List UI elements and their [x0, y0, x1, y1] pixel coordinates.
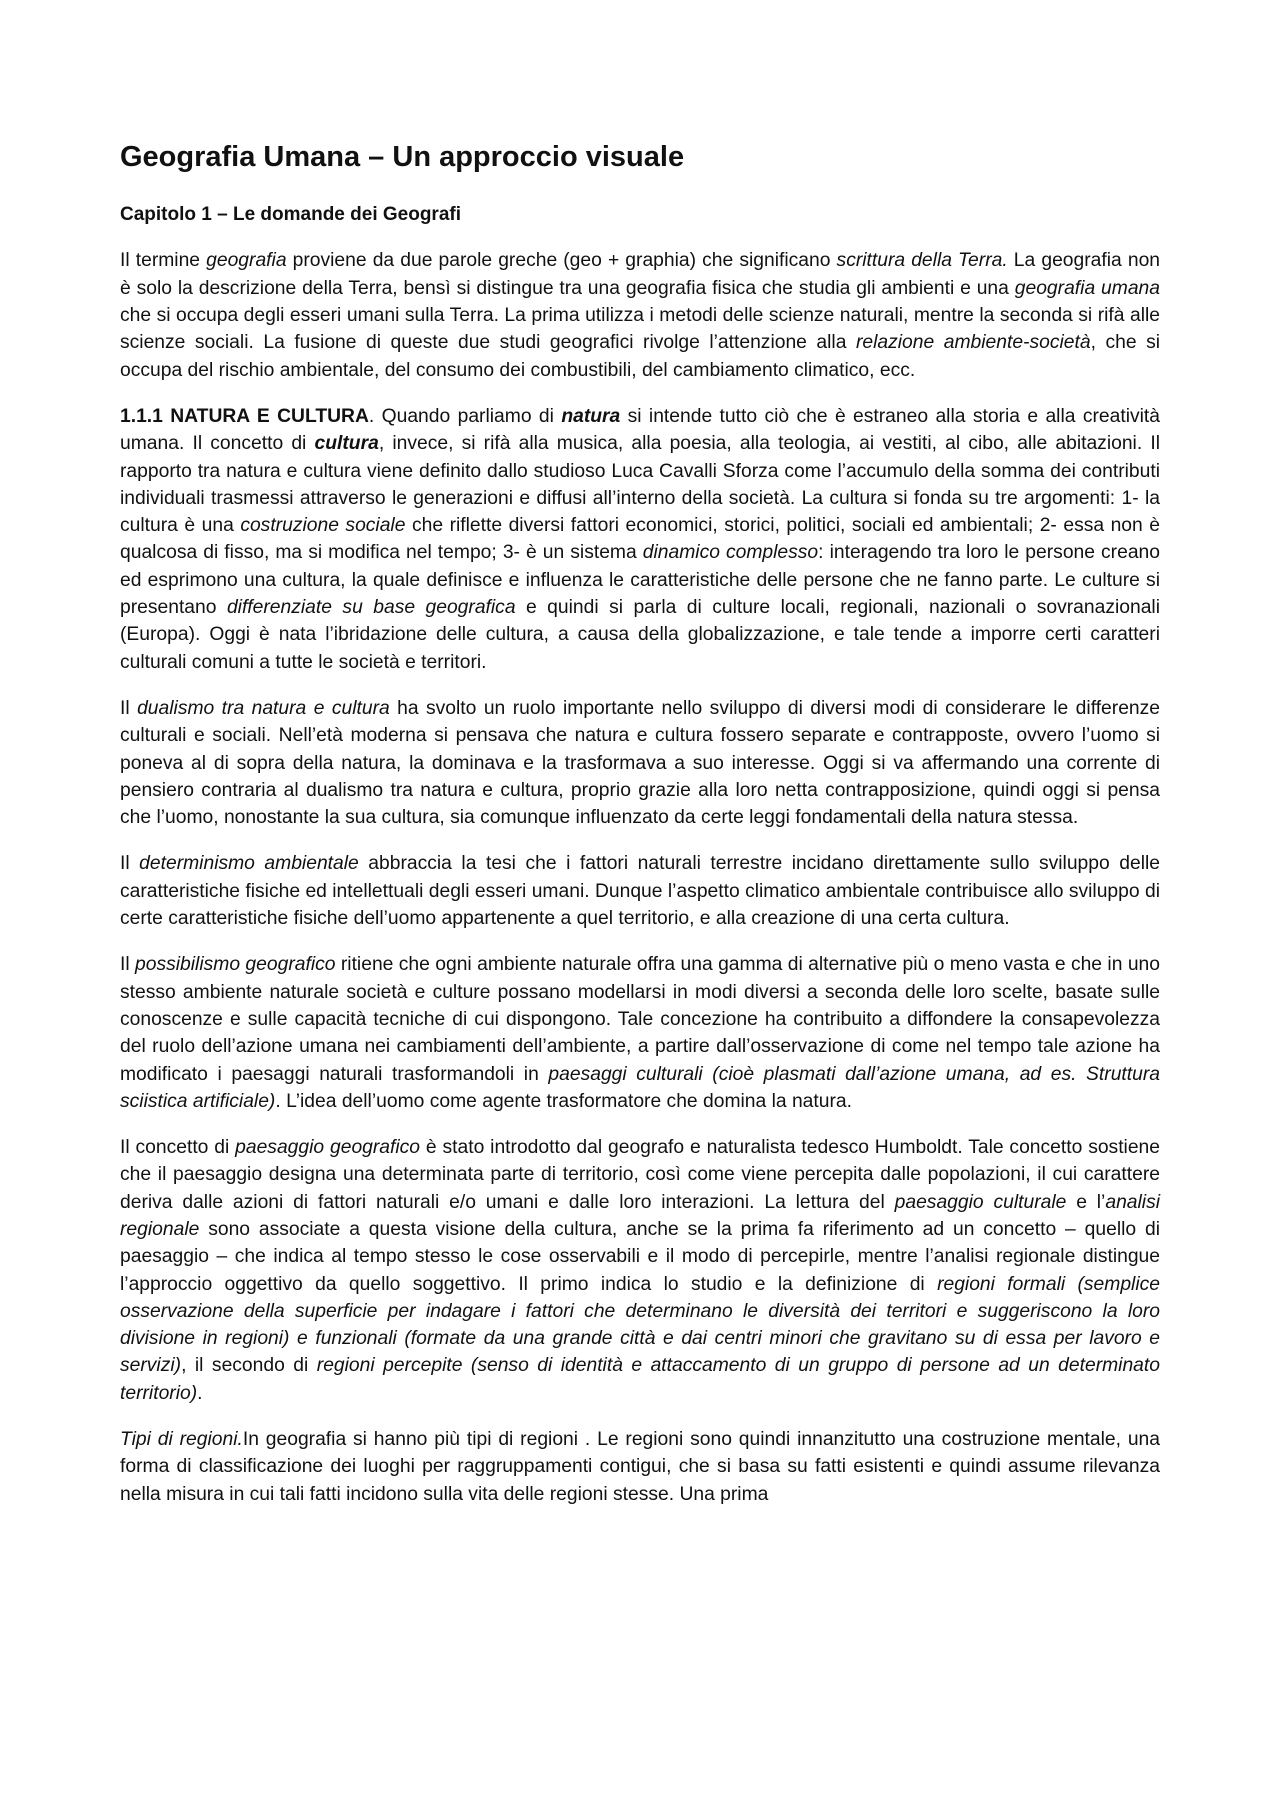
- text-run: sono associate a questa visione della cultura, anche se la prima fa riferimento ad un concetto – quello di paesaggio – che indica al tempo stesso le cose osservabili e il modo di percepirle, mentre l’analisi regionale distingue l’approccio oggettivo da quello soggettivo. Il primo indica lo studio e la definizione di: [120, 1218, 1160, 1295]
- emphasis-text: differenziate su base geografica: [226, 597, 516, 619]
- chapter-title: Capitolo 1 – Le domande dei Geografi: [120, 203, 461, 225]
- emphasis-text: scrittura della Terra.: [836, 250, 1008, 272]
- emphasis-text: possibilismo geografico: [135, 954, 336, 976]
- paragraph-geografia: [120, 247, 1160, 383]
- paragraph-paesaggio: [120, 1134, 1160, 1407]
- paragraph-determinismo: [120, 850, 1160, 932]
- text-run: Il: [120, 853, 140, 875]
- text-run: Il termine: [120, 250, 207, 272]
- emphasis-text: paesaggio culturale: [894, 1191, 1067, 1213]
- document-page: [120, 140, 1160, 1508]
- text-run: : interagendo tra loro le persone creano ed esprimono una cultura, la quale definisce e influenza le caratteristiche delle persone che ne fanno parte. Le culture si presentano: [120, 542, 1160, 619]
- text-run: ha svolto un ruolo importante nello sviluppo di diversi modi di considerare le differenze culturali e sociali. Nell’età moderna si pensava che natura e cultura fossero separate e contrapposte, ovvero l’uomo si poneva al di sopra della natura, la dominava e la trasformava a suo interesse. Oggi si va affermando una corrente di pensiero contraria al dualismo tra natura e cultura, proprio grazie alla loro netta contrapposizione, quindi oggi si pensa che l’uomo, nonostante la sua cultura, sia comunque influenzato da certe leggi fondamentali della natura stessa.: [120, 697, 1161, 829]
- emphasis-text: geografia: [206, 250, 287, 272]
- text-run: , che si occupa del rischio ambientale, del consumo dei combustibili, del cambiamento climatico, ecc.: [120, 332, 1160, 381]
- emphasis-text: geografia umana: [1014, 277, 1160, 299]
- text-run: si intende tutto ciò che è estraneo alla storia e alla creatività umana. Il concetto di: [120, 405, 1161, 455]
- emphasis-text: paesaggi culturali (cioè plasmati dall’azione umana, ad es. Struttura sciistica artificiale): [120, 1063, 1160, 1112]
- paragraph-dualismo: [120, 695, 1160, 831]
- emphasis-text: costruzione sociale: [240, 515, 406, 537]
- emphasis-text: determinismo ambientale: [139, 853, 359, 875]
- emphasis-text: analisi regionale: [120, 1191, 1161, 1240]
- bold-emphasis-text: natura: [561, 405, 621, 427]
- text-run: Il concetto di: [120, 1137, 236, 1159]
- text-run: che riflette diversi fattori economici, storici, politici, sociali ed ambientali; 2- essa non è qualcosa di fisso, ma si modifica nel tempo; 3- è un sistema: [120, 515, 1160, 564]
- section-heading: 1.1.1 NATURA E CULTURA: [120, 405, 369, 427]
- text-run: ritiene che ogni ambiente naturale offra una gamma di alternative più o meno vasta e che in uno stesso ambiente naturale società e culture possano modellarsi in modi diversi a seconda delle loro scelte, basate sulle conoscenze e sulle capacità tecniche di cui dispongono. Tale concezione ha contribuito a diffondere la consapevolezza del ruolo dell’azione umana nei cambiamenti dell’ambiente, a partire dall’osservazione di come nel tempo tale azione ha modificato i paesaggi naturali trasformandoli in: [120, 954, 1160, 1085]
- text-run: è stato introdotto dal geografo e naturalista tedesco Humboldt. Tale concetto sostiene che il paesaggio designa una determinata parte di territorio, così come viene percepita dalle popolazioni, il cui carattere deriva dalle azioni di fattori naturali e/o umani e dalle loro interazioni. La lettura del: [120, 1137, 1161, 1213]
- text-run: proviene da due parole greche (geo + graphia) che significano: [286, 250, 837, 272]
- paragraph-natura-cultura: [120, 403, 1160, 676]
- text-run: che si occupa degli esseri umani sulla Terra. La prima utilizza i metodi delle scienze naturali, mentre la seconda si rifà alle scienze sociali. La fusione di queste due studi geografici rivolge l’attenzione alla: [120, 305, 1160, 354]
- text-run: , invece, si rifà alla musica, alla poesia, alla teologia, ai vestiti, al cibo, alle abitazioni. Il rapporto tra natura e cultura viene definito dallo studioso Luca Cavalli Sforza come l’accumulo della somma dei contributi individuali trasmessi attraverso le generazioni e diffusi all’interno della società. La cultura si fonda su tre argomenti: 1- la cultura è una: [120, 433, 1160, 537]
- document-title: Geografia Umana – Un approccio visuale: [120, 141, 685, 173]
- emphasis-text: regioni percepite (senso di identità e attaccamento di un gruppo di persone ad un determinato territorio): [120, 1355, 1160, 1404]
- text-run: e l’: [1066, 1191, 1106, 1213]
- text-run: , il secondo di: [181, 1355, 317, 1377]
- text-run: abbraccia la tesi che i fattori naturali terrestre incidano direttamente sullo sviluppo delle caratteristiche fisiche ed intellettuali degli esseri umani. Dunque l’aspetto climatico ambientale contribuisce allo sviluppo di certe caratteristiche fisiche dell’uomo appartenente a quel territorio, e alla creazione di una certa cultura.: [120, 853, 1160, 930]
- emphasis-text: relazione ambiente-società: [855, 332, 1091, 354]
- emphasis-text: regioni formali (semplice osservazione della superficie per indagare i fattori che determinano le diversità dei territori e suggeriscono la loro divisione in regioni) e funzionali (formate da una grande città e dai centri minori che gravitano su di essa per lavoro e servizi): [120, 1273, 1160, 1377]
- text-run: e quindi si parla di culture locali, regionali, nazionali o sovranazionali (Europa). Oggi è nata l’ibridazione delle cultura, a causa della globalizzazione, e tale tende a imporre certi caratteri culturali comuni a tutte le società e territori.: [120, 597, 1160, 673]
- text-run: In geografia si hanno più tipi di regioni . Le regioni sono quindi innanzitutto una costruzione mentale, una forma di classificazione dei luoghi per raggruppamenti contigui, che si basa su fatti esistenti e quindi assume rilevanza nella misura in cui tali fatti incidono sulla vita delle regioni stesse. Una prima: [120, 1429, 1160, 1505]
- emphasis-text: dinamico complesso: [642, 542, 819, 564]
- paragraph-possibilismo: [120, 951, 1160, 1115]
- text-run: Il: [120, 697, 138, 719]
- bold-emphasis-text: cultura: [314, 433, 379, 455]
- text-run: .: [197, 1382, 203, 1404]
- text-run: La geografia non è solo la descrizione della Terra, bensì si distingue tra una geografia fisica che studia gli ambienti e una: [120, 250, 1161, 299]
- text-run: . Quando parliamo di: [368, 405, 562, 427]
- text-run: . L’idea dell’uomo come agente trasformatore che domina la natura.: [275, 1090, 852, 1112]
- text-run: Il: [120, 954, 136, 976]
- paragraph-tipi-regioni: [120, 1426, 1160, 1508]
- emphasis-text: paesaggio geografico: [235, 1137, 421, 1159]
- emphasis-text: dualismo tra natura e cultura: [137, 697, 390, 719]
- emphasis-text: Tipi di regioni.: [120, 1429, 243, 1451]
